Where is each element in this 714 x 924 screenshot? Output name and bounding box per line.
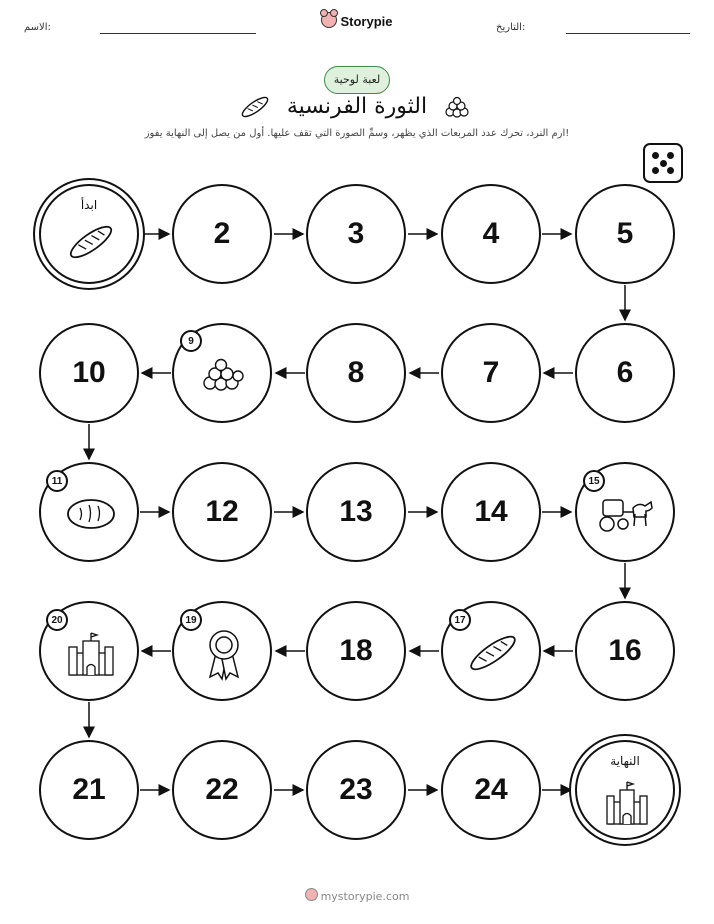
space-number-tag: 19 xyxy=(180,609,202,631)
board-space-13[interactable]: 13 xyxy=(306,462,406,562)
space-number-tag: 9 xyxy=(180,330,202,352)
board-space-3[interactable]: 3 xyxy=(306,184,406,284)
footer-site[interactable] xyxy=(0,888,714,903)
space-number-tag: 15 xyxy=(583,470,605,492)
board-space-12[interactable]: 12 xyxy=(172,462,272,562)
name-label: الاسم: xyxy=(24,22,51,33)
board-space-end[interactable] xyxy=(575,740,675,840)
board-space-5[interactable]: 5 xyxy=(575,184,675,284)
board-space-2[interactable]: 2 xyxy=(172,184,272,284)
space-number-tag: 11 xyxy=(46,470,68,492)
board-space-23[interactable]: 23 xyxy=(306,740,406,840)
page-title: الثورة الفرنسية xyxy=(286,94,428,119)
footer-url: mystorypie.com xyxy=(320,890,410,903)
board-space-7[interactable]: 7 xyxy=(441,323,541,423)
start-label: ابدأ xyxy=(80,198,98,212)
instructions-text: ارم النرد، تحرك عدد المربعات الذي يظهر، وسمِّ الصورة التي تقف عليها. أول من يصل إلى النهاية يفوز! xyxy=(144,128,570,139)
board-space-21[interactable]: 21 xyxy=(39,740,139,840)
board-space-start[interactable] xyxy=(39,184,139,284)
bear-logo-icon xyxy=(305,888,318,901)
game-type-badge: لعبة لوحية xyxy=(324,66,390,94)
board-space-14[interactable]: 14 xyxy=(441,462,541,562)
castle-icon xyxy=(67,631,115,677)
baguette-icon xyxy=(465,631,521,675)
board-space-18[interactable]: 18 xyxy=(306,601,406,701)
date-label: التاريخ: xyxy=(496,22,526,33)
end-label: النهاية xyxy=(610,754,640,768)
board-space-4[interactable]: 4 xyxy=(441,184,541,284)
brand-name: Storypie xyxy=(340,14,393,29)
board-space-24[interactable]: 24 xyxy=(441,740,541,840)
board-space-22[interactable]: 22 xyxy=(172,740,272,840)
board-space-10[interactable]: 10 xyxy=(39,323,139,423)
bread-loaf-icon xyxy=(65,496,117,532)
cannonball-pile-icon xyxy=(201,355,247,393)
baguette-icon xyxy=(65,222,117,262)
space-number-tag: 20 xyxy=(46,609,68,631)
horse-carriage-icon xyxy=(597,494,657,536)
space-number-tag: 17 xyxy=(449,609,471,631)
rosette-icon xyxy=(202,627,246,681)
board-space-16[interactable]: 16 xyxy=(575,601,675,701)
castle-icon xyxy=(605,780,649,826)
board-space-6[interactable]: 6 xyxy=(575,323,675,423)
board-space-8[interactable]: 8 xyxy=(306,323,406,423)
